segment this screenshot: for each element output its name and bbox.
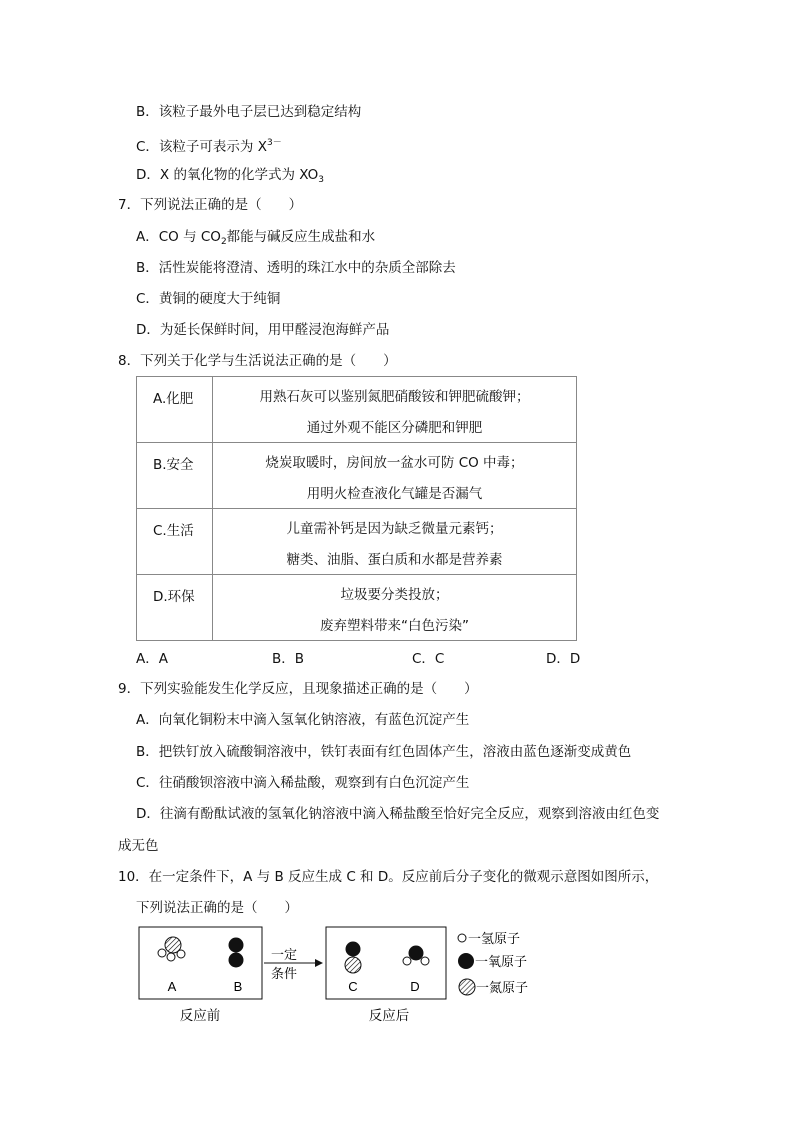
q9-option-d-continued: 成无色 bbox=[118, 838, 159, 854]
hydrogen-atom bbox=[167, 953, 175, 961]
label-b: B bbox=[233, 979, 243, 994]
oxygen-atom bbox=[229, 953, 244, 968]
label-c: C bbox=[348, 979, 358, 994]
svg-text:一氧原子: 一氧原子 bbox=[475, 955, 528, 970]
caption-before: 反应前 bbox=[179, 1008, 221, 1024]
svg-text:一氢原子: 一氢原子 bbox=[468, 932, 521, 947]
q8-stem: 8．下列关于化学与生活说法正确的是（ ） bbox=[118, 353, 397, 369]
legend-nitrogen-swatch bbox=[459, 979, 475, 995]
q9-stem: 9．下列实验能发生化学反应，且现象描述正确的是（ ） bbox=[118, 681, 478, 697]
q7-option-c: C．黄铜的硬度大于纯铜 bbox=[136, 291, 281, 307]
legend-oxygen-swatch bbox=[458, 953, 474, 969]
hydrogen-atom bbox=[421, 957, 429, 965]
label-a: A bbox=[167, 979, 177, 994]
table-cell-label: C.生活 bbox=[137, 509, 213, 575]
q7-stem: 7．下列说法正确的是（ ） bbox=[118, 197, 303, 213]
oxygen-atom bbox=[409, 946, 424, 961]
legend-oxygen-label: 氧原子 bbox=[488, 955, 528, 970]
q7-option-b: B．活性炭能将澄清、透明的珠江水中的杂质全部除去 bbox=[136, 260, 456, 276]
q6-option-b: B．该粒子最外电子层已达到稳定结构 bbox=[136, 104, 362, 120]
before-reaction-box bbox=[139, 927, 262, 999]
legend-nitrogen-label: 氮原子 bbox=[489, 981, 529, 996]
q8-choice-a: A．A bbox=[136, 651, 168, 667]
oxygen-atom bbox=[346, 942, 361, 957]
molecule-d bbox=[403, 946, 429, 966]
q9-option-b: B．把铁钉放入硫酸铜溶液中，铁钉表面有红色固体产生，溶液由蓝色逐渐变成黄色 bbox=[136, 744, 632, 760]
q7-option-a: A．CO 与 $CO_2$都能与碱反应生成盐和水 bbox=[136, 229, 376, 247]
svg-text:一氮原子: 一氮原子 bbox=[476, 981, 529, 996]
table-cell-content: 用熟石灰可以鉴别氮肥硝酸铵和钾肥硫酸钾； 通过外观不能区分磷肥和钾肥 bbox=[213, 377, 577, 443]
table-cell-content: 烧炭取暖时，房间放一盆水可防 CO 中毒； 用明火检查液化气罐是否漏气 bbox=[213, 443, 577, 509]
table-cell-content: 垃圾要分类投放； 废弃塑料带来“白色污染” bbox=[213, 575, 577, 641]
legend-hydrogen-swatch bbox=[458, 934, 466, 942]
q8-choice-d: D．D bbox=[546, 651, 581, 667]
hydrogen-atom bbox=[158, 949, 166, 957]
q8-choice-b: B．B bbox=[272, 651, 305, 667]
legend-hydrogen-label: 氢原子 bbox=[481, 932, 521, 947]
q7-option-d: D．为延长保鲜时间，用甲醛浸泡海鲜产品 bbox=[136, 322, 390, 338]
q9-option-d: D．往滴有酚酞试液的氢氧化钠溶液中滴入稀盐酸至恰好完全反应，观察到溶液由红色变 bbox=[136, 806, 660, 822]
q9-option-c: C．往硝酸钡溶液中滴入稀盐酸，观察到有白色沉淀产生 bbox=[136, 775, 470, 791]
table-cell-label: B.安全 bbox=[137, 443, 213, 509]
molecule-a bbox=[158, 937, 185, 961]
table-cell-content: 儿童需补钙是因为缺乏微量元素钙； 糖类、油脂、蛋白质和水都是营养素 bbox=[213, 509, 577, 575]
legend bbox=[458, 932, 528, 996]
oxygen-atom bbox=[229, 938, 244, 953]
q6-option-d: D．X 的氧化物的化学式为 $XO_3$ bbox=[136, 167, 324, 185]
hydrogen-atom bbox=[177, 950, 185, 958]
q9-option-a: A．向氧化铜粉末中滴入氢氧化钠溶液，有蓝色沉淀产生 bbox=[136, 712, 470, 728]
arrow-condition-bottom: 条件 bbox=[270, 967, 298, 982]
molecule-b bbox=[229, 938, 244, 968]
nitrogen-atom bbox=[345, 957, 361, 973]
arrow-condition-top: 一定 bbox=[270, 948, 298, 963]
q8-choice-c: C．C bbox=[412, 651, 445, 667]
q10-stem-line1: 10．在一定条件下，A 与 B 反应生成 C 和 D。反应前后分子变化的微观示意图如图所示， bbox=[118, 869, 659, 885]
table-cell-label: D.环保 bbox=[137, 575, 213, 641]
molecule-c bbox=[345, 942, 361, 974]
caption-after: 反应后 bbox=[368, 1008, 410, 1024]
q6-option-c: C．该粒子可表示为 $X^{3-}$ bbox=[136, 138, 282, 155]
label-d: D bbox=[410, 979, 420, 994]
table-cell-label: A.化肥 bbox=[137, 377, 213, 443]
hydrogen-atom bbox=[403, 957, 411, 965]
q10-stem-line2: 下列说法正确的是（ ） bbox=[136, 900, 298, 916]
